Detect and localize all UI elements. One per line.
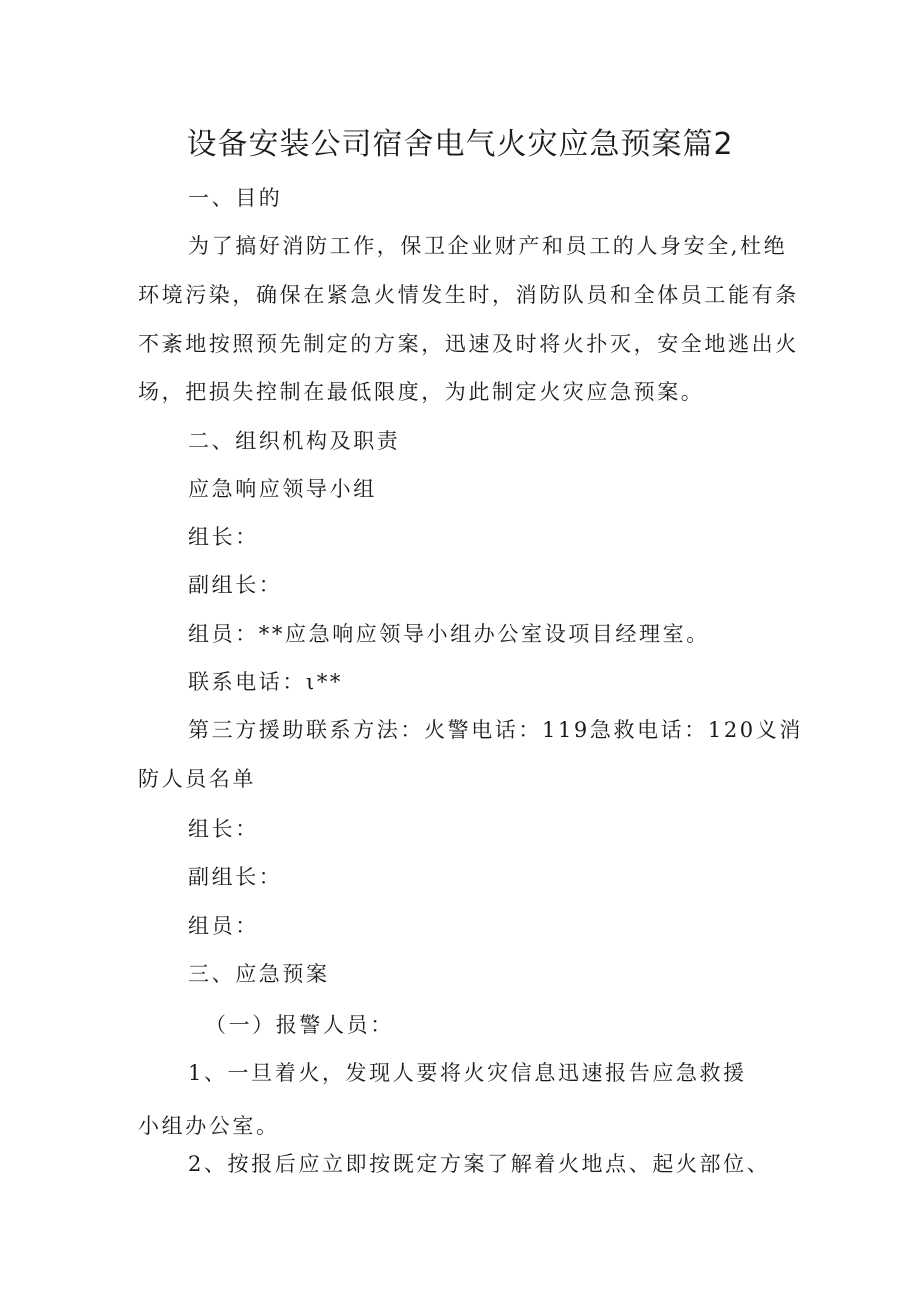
paragraph-line: 环境污染，确保在紧急火情发生时，消防队员和全体员工能有条: [138, 283, 799, 307]
paragraph-line: 组员：: [188, 914, 259, 938]
section-heading-plan: 三、应急预案: [188, 962, 330, 986]
paragraph-line: 为了搞好消防工作，保卫企业财产和员工的人身安全,杜绝: [188, 234, 788, 258]
document-title: 设备安装公司宿舍电气火灾应急预案篇2: [186, 127, 734, 162]
paragraph-line: 2、按报后应立即按既定方案了解着火地点、起火部位、: [188, 1152, 771, 1176]
paragraph-line: 应急响应领导小组: [188, 477, 377, 501]
paragraph-line: 第三方援助联系方法：火警电话：119急救电话：120义消: [188, 718, 803, 742]
subsection-heading: （一）报警人员：: [205, 1013, 394, 1037]
paragraph-line: 组长：: [188, 817, 259, 841]
paragraph-line: 联系电话：ι**: [188, 670, 344, 694]
paragraph-line: 组长：: [188, 525, 259, 549]
paragraph-line: 不紊地按照预先制定的方案，迅速及时将火扑灭，安全地逃出火: [138, 332, 799, 356]
paragraph-line: 组员：**应急响应领导小组办公室设项目经理室。: [188, 622, 710, 646]
paragraph-line: 小组办公室。: [138, 1114, 280, 1138]
paragraph-line: 副组长：: [188, 865, 283, 889]
paragraph-line: 场，把损失控制在最低限度，为此制定火灾应急预案。: [138, 380, 705, 404]
paragraph-line: 防人员名单: [138, 767, 256, 791]
paragraph-line: 副组长：: [188, 573, 283, 597]
paragraph-line: 1、一旦着火，发现人要将火灾信息迅速报告应急救援: [188, 1061, 747, 1085]
section-heading-purpose: 一、目的: [188, 186, 283, 210]
section-heading-organization: 二、组织机构及职责: [188, 429, 401, 453]
